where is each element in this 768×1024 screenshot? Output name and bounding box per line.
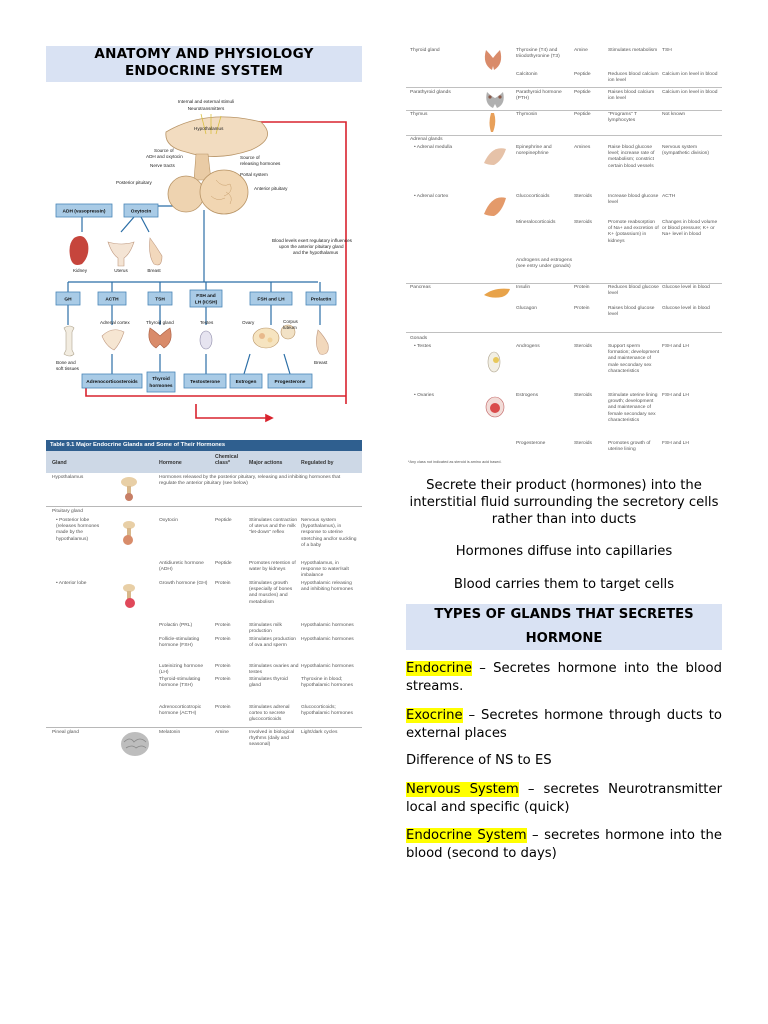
thymus-icon bbox=[486, 112, 500, 134]
endocrine-def: – Secretes hormone into the blood streams. bbox=[406, 661, 722, 694]
cell-regulated: Hypothalamus, in response to water/salt imbalance bbox=[301, 561, 349, 579]
box-prolactin bbox=[306, 292, 336, 305]
nervous-system-term: Nervous System bbox=[406, 782, 519, 797]
cell-chem: Peptide bbox=[574, 112, 591, 117]
table-row bbox=[406, 48, 722, 70]
row-divider bbox=[406, 87, 722, 88]
cell-actions: Reduces blood glucose level bbox=[608, 285, 659, 297]
endocrine-system-term: Endocrine System bbox=[406, 828, 527, 843]
cell-hormone: Antidiuretic hormone (ADH) bbox=[159, 561, 204, 573]
box-thyroid-hormones bbox=[147, 372, 175, 392]
cell-actions: Promotes growth of uterine lining bbox=[608, 441, 651, 453]
table-row bbox=[406, 137, 722, 145]
endocrine-system-def: – secretes hormone into the blood (second to days) bbox=[406, 828, 722, 861]
cell-regulated: Calcium ion level in blood bbox=[662, 72, 718, 77]
secrete-paragraph: Secrete their product (hormones) into the interstitial fluid surrounding the secretory cells rather than into ducts bbox=[409, 478, 719, 527]
cell-actions: Raise blood glucose level; increase rate of metabolism; constrict certain blood vessels bbox=[608, 145, 655, 169]
cell-chem: Steroids bbox=[574, 393, 592, 398]
adrenal-illustration bbox=[102, 330, 124, 350]
row-divider bbox=[46, 506, 362, 507]
cell-hormone: Growth hormone (GH) bbox=[159, 581, 208, 586]
difference-heading: Difference of NS to ES bbox=[406, 753, 552, 768]
cell-posterior-lobe: • Posterior lobe (releases hormones made by the hypothalamus) bbox=[56, 518, 100, 542]
table-row bbox=[46, 664, 362, 677]
table-header-row bbox=[46, 451, 362, 473]
cell-regulated: FSH and LH bbox=[662, 393, 689, 398]
cell-hormone: Melatonin bbox=[159, 730, 181, 735]
col-gland: Gland bbox=[52, 460, 67, 466]
cell-hormone: Estrogens bbox=[516, 393, 539, 398]
label-feedback-1: Blood levels exert regulatory influences bbox=[272, 238, 352, 243]
label-source-adh: Source of bbox=[154, 148, 174, 153]
label-posterior-pituitary: Posterior pituitary bbox=[116, 180, 152, 185]
box-fsh-and-lh bbox=[250, 292, 292, 305]
cell-actions: Stimulates contraction of uterus and the milk "let-down" reflex bbox=[249, 518, 298, 536]
cell-pituitary: Pituitary gland bbox=[52, 509, 83, 514]
box-gh-label: GH bbox=[64, 297, 72, 303]
cell-regulated: Glucocorticoids; hypothalamic hormones bbox=[301, 705, 353, 717]
table-row bbox=[46, 730, 362, 760]
cell-hormone: Luteinizing hormone (LH) bbox=[159, 664, 204, 676]
cell-regulated: Glucose level in blood bbox=[662, 306, 710, 311]
cell-gland: Pineal gland bbox=[52, 730, 79, 735]
adrenal-cortex-icon bbox=[482, 194, 510, 218]
cell-gland: Pancreas bbox=[410, 285, 431, 290]
cell-gland: Adrenal glands bbox=[410, 137, 443, 142]
cell-regulated: Thyroxine in blood; hypothalamic hormones bbox=[301, 677, 353, 689]
cell-hormone: Oxytocin bbox=[159, 518, 179, 523]
cell-chem: Protein bbox=[215, 705, 231, 710]
label-feedback-3: and the hypothalamus bbox=[293, 250, 339, 255]
endocrine-diagram bbox=[46, 92, 362, 426]
col-hormone: Hormone bbox=[159, 460, 182, 466]
box-testosterone-label: Testosterone bbox=[190, 380, 220, 385]
box-adrenocorticosteroids-label: Adrenocorticosteroids bbox=[86, 380, 138, 385]
cell-chem: Protein bbox=[215, 677, 231, 682]
cell-regulated: Hypothalamic hormones bbox=[301, 664, 354, 669]
label-corpus-2: luteum bbox=[283, 325, 297, 330]
cell-actions: Stimulates milk production bbox=[249, 623, 282, 635]
cell-chem: Protein bbox=[215, 581, 231, 586]
box-oxytocin bbox=[124, 204, 158, 217]
box-progesterone bbox=[268, 374, 312, 388]
cell-actions: Increase blood glucose level bbox=[608, 194, 659, 206]
breast-illustration-2 bbox=[316, 330, 328, 354]
cell-hormone: Prolactin (PRL) bbox=[159, 623, 193, 628]
box-acth-label: ACTH bbox=[105, 297, 119, 303]
cell-hormone: Androgens bbox=[516, 344, 540, 349]
title-line-2: ENDOCRINE SYSTEM bbox=[124, 63, 284, 79]
cell-chem: Peptide bbox=[215, 518, 232, 523]
cell-actions: "Programs" T lymphocytes bbox=[608, 112, 637, 124]
cell-chem: Protein bbox=[215, 664, 231, 669]
cell-hormone: Thyroxine (T4) and triiodothyronine (T3) bbox=[516, 48, 560, 60]
box-progesterone-label: Progesterone bbox=[274, 380, 306, 385]
table-row bbox=[46, 561, 362, 581]
cell-regulated: Nervous system (sympathetic division) bbox=[662, 145, 710, 157]
cell-hormone: Follicle-stimulating hormone (FSH) bbox=[159, 637, 200, 649]
cell-regulated: Light/dark cycles bbox=[301, 730, 338, 735]
cell-regulated: Nervous system (hypothalamus), in response to uterine stretching and/or suckling of a baby bbox=[301, 518, 357, 548]
box-fsh-lh-label-1: FSH and bbox=[196, 294, 216, 299]
types-heading-line-1: TYPES OF GLANDS THAT SECRETES bbox=[434, 607, 694, 622]
cell-actions: Promotes retention of water by kidneys bbox=[249, 561, 296, 573]
testes-illustration bbox=[200, 331, 212, 349]
cell-actions: Stimulates ovaries and testes bbox=[249, 664, 299, 676]
cell-hypothalamus-text: Hormones released by the posterior pituitary, releasing and inhibiting hormones that regulate the anterior pituitary (see below) bbox=[159, 475, 341, 487]
table-row bbox=[406, 258, 722, 282]
kidney-illustration bbox=[70, 236, 89, 265]
cell-chem: Protein bbox=[574, 285, 590, 290]
cell-actions: Stimulates thyroid gland bbox=[249, 677, 288, 689]
cell-chem: Steroids bbox=[574, 220, 592, 225]
cell-chem: Peptide bbox=[574, 72, 591, 77]
bone-illustration bbox=[64, 326, 74, 356]
cell-regulated: ACTH bbox=[662, 194, 676, 199]
label-hypothalamus: Hypothalamus bbox=[194, 126, 224, 131]
col-actions: Major actions bbox=[249, 460, 283, 466]
cell-chem: Amine bbox=[574, 48, 588, 53]
exocrine-term: Exocrine bbox=[406, 708, 463, 723]
label-source-releasing: Source of bbox=[240, 155, 260, 160]
table-row bbox=[46, 677, 362, 703]
box-estrogen-label: Estrogen bbox=[235, 380, 257, 385]
breast-illustration bbox=[150, 238, 163, 265]
testis-icon bbox=[486, 348, 502, 374]
box-fsh-lh-label-2: LH (ICSH) bbox=[194, 300, 218, 306]
cell-chem: Protein bbox=[574, 306, 590, 311]
box-fsh-lh-icsh bbox=[190, 290, 222, 307]
label-anterior-pituitary: Anterior pituitary bbox=[254, 186, 288, 191]
label-adrenal-cortex: Adrenal cortex bbox=[100, 320, 130, 325]
diffuse-paragraph: Hormones diffuse into capillaries bbox=[455, 544, 673, 559]
uterus-illustration bbox=[108, 242, 134, 266]
hypothalamus-icon bbox=[120, 476, 142, 502]
col-regulated: Regulated by bbox=[301, 460, 334, 466]
label-thyroid-gland: Thyroid gland bbox=[146, 320, 174, 325]
box-thyroid-hormones-label-1: Thyroid bbox=[152, 377, 170, 382]
cell-hormone: Epinephrine and norepinephrine bbox=[516, 145, 552, 157]
cell-gland: Thymus bbox=[410, 112, 428, 117]
cell-hormone: Glucocorticoids bbox=[516, 194, 550, 199]
table-row bbox=[406, 72, 722, 86]
cell-actions: Stimulate uterine lining growth; development and maintenance of female secondary sex characteristics bbox=[608, 393, 658, 423]
cell-regulated: FSH and LH bbox=[662, 441, 689, 446]
table-row bbox=[406, 220, 722, 258]
cell-actions: Stimulates growth (especially of bones and muscles) and metabolism bbox=[249, 581, 293, 605]
box-adrenocorticosteroids bbox=[82, 374, 142, 388]
label-stimuli: Internal and external stimuli bbox=[177, 99, 235, 104]
thyroid-icon bbox=[482, 48, 504, 72]
gonads-table bbox=[406, 332, 722, 467]
cell-hormone: Thyroid-stimulating hormone (TSH) bbox=[159, 677, 201, 689]
label-bone-1: Bone and bbox=[56, 360, 76, 365]
cell-actions: Stimulates production of ova and sperm bbox=[249, 637, 297, 649]
table-row bbox=[46, 705, 362, 725]
cell-regulated: FSH and LH bbox=[662, 344, 689, 349]
cell-hormone: Mineralocorticoids bbox=[516, 220, 556, 225]
cell-chem: Steroids bbox=[574, 344, 592, 349]
table-row bbox=[46, 623, 362, 637]
box-prolactin-label: Prolactin bbox=[310, 297, 332, 303]
types-of-glands-heading bbox=[406, 604, 722, 650]
endocrine-glands-table bbox=[46, 440, 362, 762]
blood-paragraph: Blood carries them to target cells bbox=[453, 577, 675, 592]
cell-actions: Raises blood calcium ion level bbox=[608, 90, 655, 102]
box-adh-label: ADH (vasopressin) bbox=[62, 209, 106, 215]
cell-hormone: Androgens and estrogens (see entry under gonads) bbox=[516, 258, 573, 270]
cell-regulated: Not known bbox=[662, 112, 686, 117]
anterior-pituitary-icon bbox=[120, 583, 142, 613]
pancreas-icon bbox=[482, 287, 512, 301]
label-breast-2: Breast bbox=[314, 360, 328, 365]
label-neurotransmitters: Neurotransmitters bbox=[187, 106, 225, 111]
cell-hormone: Calcitonin bbox=[516, 72, 538, 77]
label-corpus-1: Corpus bbox=[283, 319, 298, 324]
posterior-pituitary-icon bbox=[120, 520, 142, 548]
thyroid-illustration bbox=[149, 328, 171, 348]
label-feedback-2: upon the anterior pituitary gland bbox=[279, 244, 344, 249]
cell-hormone: Parathyroid hormone (PTH) bbox=[516, 90, 562, 102]
table-row bbox=[46, 475, 362, 505]
cell-regulated: Glucose level in blood bbox=[662, 285, 710, 290]
box-estrogen bbox=[230, 374, 262, 388]
endocrine-definition bbox=[406, 660, 722, 696]
table-row bbox=[406, 112, 722, 134]
cell-actions: Reduces blood calcium ion level bbox=[608, 72, 659, 84]
cell-actions: Stimulates adrenal cortex to secrete glucocorticoids bbox=[249, 705, 290, 723]
cell-actions: Raises blood glucose level bbox=[608, 306, 655, 318]
cell-regulated: Calcium ion level in blood bbox=[662, 90, 718, 95]
col-chem-2: class* bbox=[215, 460, 231, 466]
table-row bbox=[406, 145, 722, 191]
cell-chem: Steroids bbox=[574, 441, 592, 446]
cell-actions: Involved in biological rhythms (daily and seasonal) bbox=[249, 730, 295, 748]
cell-gland: • Adrenal medulla bbox=[414, 145, 453, 150]
cell-chem: Protein bbox=[215, 623, 231, 628]
cell-chem: Amine bbox=[215, 730, 229, 735]
cell-hormone: Progesterone bbox=[516, 441, 546, 446]
table-row bbox=[406, 393, 722, 439]
table-row bbox=[46, 518, 362, 562]
table-row bbox=[46, 637, 362, 663]
label-portal-system: Portal system bbox=[240, 172, 268, 177]
cell-gland: • Adrenal cortex bbox=[414, 194, 449, 199]
box-testosterone bbox=[184, 374, 226, 388]
nervous-system-definition bbox=[406, 781, 722, 817]
cell-hormone: Thymosin bbox=[516, 112, 538, 117]
row-divider bbox=[406, 283, 722, 284]
cell-regulated: Hypothalamic hormones bbox=[301, 637, 354, 642]
table-row bbox=[406, 336, 722, 344]
box-tsh bbox=[148, 292, 172, 305]
box-acth bbox=[98, 292, 126, 305]
cell-actions: Promote reabsorption of Na+ and excretion of K+ (potassium) in kidneys bbox=[608, 220, 659, 244]
exocrine-definition bbox=[406, 707, 722, 743]
label-bone-2: soft tissues bbox=[56, 366, 79, 371]
col-chem-1: Chemical bbox=[215, 454, 239, 460]
endocrine-term: Endocrine bbox=[406, 661, 472, 676]
cell-regulated: TSH bbox=[662, 48, 672, 53]
cell-regulated: Hypothalamic releasing and inhibiting hormones bbox=[301, 581, 353, 593]
types-heading-line-2: HORMONE bbox=[525, 631, 603, 646]
box-gh bbox=[56, 292, 80, 305]
cell-regulated: Hypothalamic hormones bbox=[301, 623, 354, 628]
cell-actions: Stimulates metabolism bbox=[608, 48, 658, 53]
table-row bbox=[406, 285, 722, 303]
cell-gland: Thyroid gland bbox=[410, 48, 440, 53]
label-source-adh-2: ADH and oxytocin bbox=[146, 154, 183, 159]
pineal-brain-icon bbox=[120, 730, 150, 758]
table-row bbox=[406, 194, 722, 218]
title-line-1: ANATOMY AND PHYSIOLOGY bbox=[94, 46, 314, 62]
label-testes: Testes bbox=[200, 320, 214, 325]
nervous-system-def: – secretes Neurotransmitter local and specific (quick) bbox=[406, 782, 722, 815]
footnote-text: *Any class not indicated as steroid is amino acid based. bbox=[408, 460, 502, 464]
cell-actions: Support sperm formation; development and maintenance of male secondary sex characteristics bbox=[608, 344, 660, 374]
cell-hormone: Insulin bbox=[516, 285, 531, 290]
box-oxytocin-label: Oxytocin bbox=[130, 209, 152, 215]
cell-anterior-lobe: • Anterior lobe bbox=[56, 581, 87, 586]
cell-chem: Peptide bbox=[574, 90, 591, 95]
table-row bbox=[406, 90, 722, 110]
cell-chem: Protein bbox=[215, 637, 231, 642]
row-divider bbox=[406, 110, 722, 111]
cell-chem: Amines bbox=[574, 145, 591, 150]
table-row bbox=[46, 581, 362, 623]
glands-table-continued bbox=[406, 44, 722, 326]
box-adh bbox=[56, 204, 112, 217]
box-thyroid-hormones-label-2: hormones bbox=[149, 384, 173, 389]
table-footnote bbox=[406, 459, 722, 467]
ovary-icon bbox=[484, 395, 506, 419]
label-source-releasing-2: releasing hormones bbox=[240, 161, 281, 166]
cell-gland: • Testes bbox=[414, 344, 432, 349]
cell-gland: Hypothalamus bbox=[52, 475, 84, 480]
cell-chem: Steroids bbox=[574, 194, 592, 199]
row-divider bbox=[406, 135, 722, 136]
label-nerve-tracts: Nerve tracts bbox=[150, 163, 175, 168]
cell-regulated: Changes in blood volume or blood pressure; K+ or Na+ level in blood bbox=[662, 220, 718, 238]
cell-hormone: Adrenocorticotropic hormone (ACTH) bbox=[159, 705, 202, 717]
endocrine-system-definition bbox=[406, 827, 722, 863]
exocrine-def: – Secretes hormone through ducts to external places bbox=[406, 708, 722, 741]
table-row bbox=[406, 344, 722, 390]
cell-gland: Parathyroid glands bbox=[410, 90, 451, 95]
table-caption: Table 9.1 Major Endocrine Glands and Some of Their Hormones bbox=[46, 440, 362, 451]
table-row bbox=[406, 306, 722, 324]
row-divider bbox=[46, 727, 362, 728]
cell-hormone: Glucagon bbox=[516, 306, 537, 311]
box-fsh-and-lh-label: FSH and LH bbox=[257, 297, 285, 303]
adrenal-medulla-icon bbox=[482, 145, 510, 167]
cell-gonads: Gonads bbox=[410, 336, 428, 341]
label-breast-1: Breast bbox=[147, 268, 161, 273]
table-row bbox=[406, 441, 722, 457]
cell-chem: Peptide bbox=[215, 561, 232, 566]
page-title bbox=[46, 46, 362, 82]
cell-gland: • Ovaries bbox=[414, 393, 434, 398]
label-uterus: Uterus bbox=[114, 268, 128, 273]
box-tsh-label: TSH bbox=[155, 297, 165, 303]
parathyroid-icon bbox=[484, 90, 506, 110]
label-kidney: Kidney bbox=[72, 268, 88, 273]
label-ovary: Ovary bbox=[242, 320, 255, 325]
